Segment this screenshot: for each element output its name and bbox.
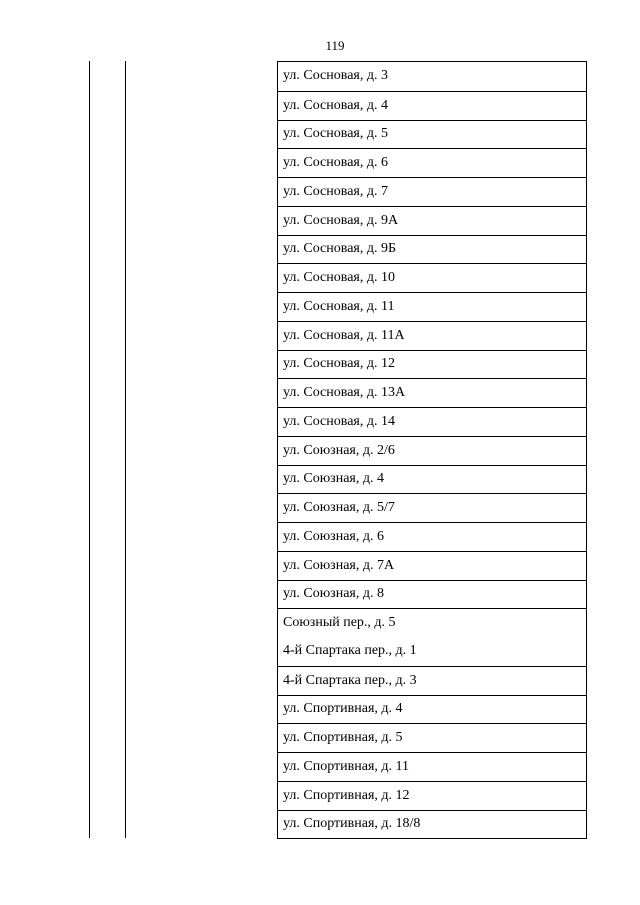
table-row: 4-й Спартака пер., д. 3 [278,666,586,695]
table-row: ул. Союзная, д. 4 [278,465,586,494]
table-row: ул. Сосновая, д. 9А [278,206,586,235]
address-table [277,61,587,839]
table-row: 4-й Спартака пер., д. 1 [283,643,417,659]
table-row: ул. Сосновая, д. 12 [278,350,586,379]
table-row: ул. Сосновая, д. 6 [278,148,586,177]
table-row: ул. Сосновая, д. 14 [278,407,586,436]
table-row: ул. Сосновая, д. 5 [278,120,586,149]
table-row: ул. Сосновая, д. 11 [278,292,586,321]
table-row: ул. Сосновая, д. 3 [283,68,388,84]
table-row: ул. Союзная, д. 2/6 [278,436,586,465]
table-row: ул. Сосновая, д. 11А [278,321,586,350]
table-row: ул. Сосновая, д. 9Б [278,235,586,264]
table-row: ул. Союзная, д. 8 [278,580,586,609]
table-row: ул. Союзная, д. 6 [278,522,586,551]
table-row: ул. Сосновая, д. 10 [278,263,586,292]
table-row: ул. Сосновая, д. 4 [278,91,586,120]
table-column-border-middle [125,61,126,838]
table-row: ул. Спортивная, д. 12 [278,781,586,810]
table-row: ул. Спортивная, д. 4 [278,695,586,724]
table-column-border-left [89,61,90,838]
table-row: ул. Сосновая, д. 7 [278,177,586,206]
table-row: Союзный пер., д. 5 [278,608,586,637]
table-row: ул. Союзная, д. 5/7 [278,493,586,522]
table-row: ул. Союзная, д. 7А [278,551,586,580]
page-number: 119 [325,38,345,53]
table-row: ул. Спортивная, д. 5 [278,723,586,752]
table-row: ул. Спортивная, д. 11 [278,752,586,781]
table-row: ул. Сосновая, д. 13А [278,378,586,407]
table-row: ул. Спортивная, д. 18/8 [278,810,586,839]
